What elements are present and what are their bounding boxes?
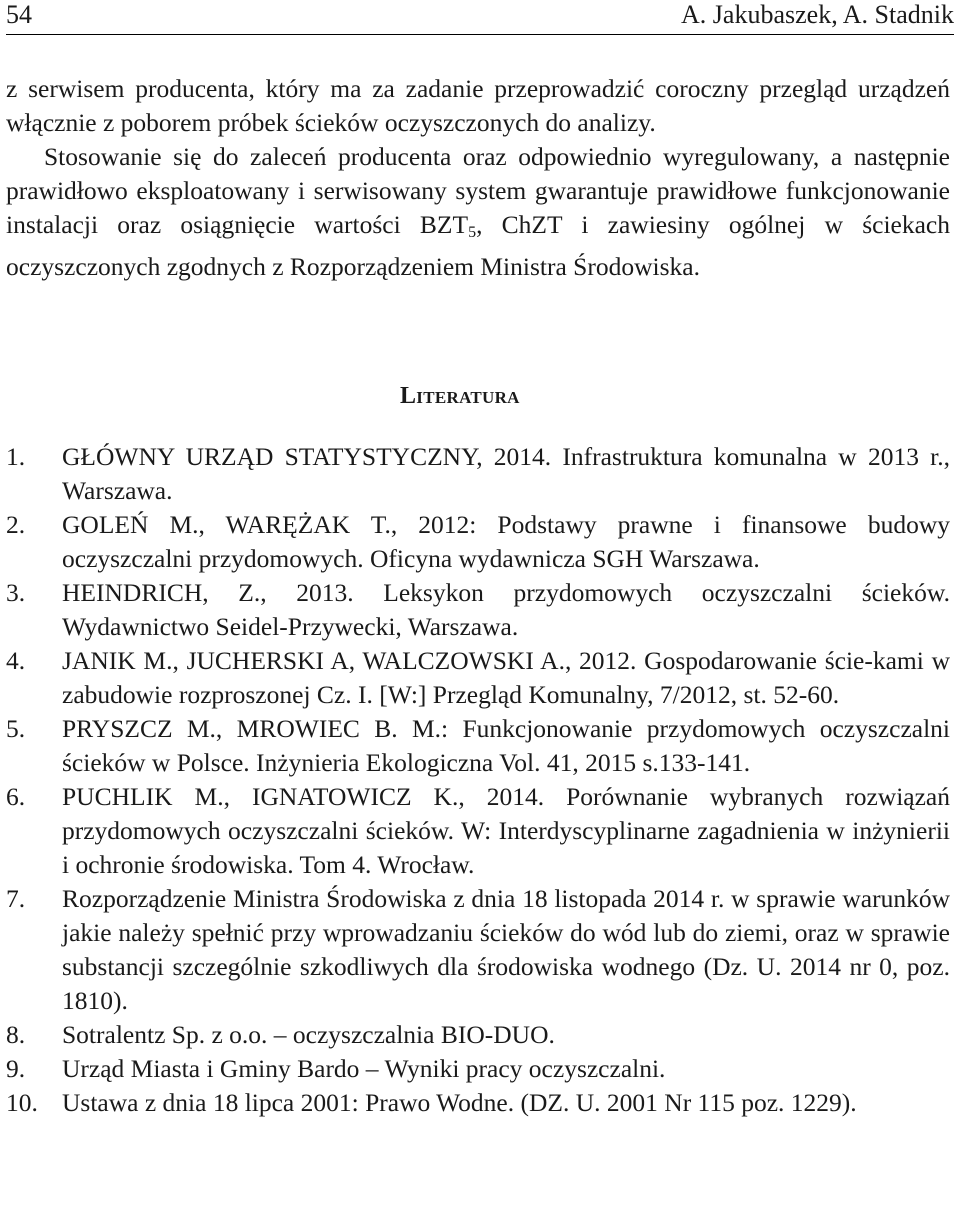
body-text	[6, 72, 950, 284]
reference-item	[6, 1086, 950, 1120]
subscript: 5	[468, 224, 477, 241]
reference-item	[6, 644, 950, 712]
page-number: 54	[6, 0, 32, 29]
reference-number: 5.	[6, 714, 26, 743]
reference-number: 8.	[6, 1020, 26, 1049]
reference-text: Sotralentz Sp. z o.o. – oczyszczalnia BIO-DUO.	[62, 1020, 555, 1049]
reference-item	[6, 576, 950, 644]
reference-number: 2.	[6, 510, 26, 539]
paragraph-text-before-subscript: Stosowanie się do zaleceń producenta oraz odpowiednio wyregulowany, a następnie prawidłowo eksploatowany i serwisowany system gwarantuje prawidłowe funkcjonowanie instalacji oraz osiągnięcie wartości BZT	[6, 142, 950, 239]
reference-number: 9.	[6, 1054, 26, 1083]
reference-item	[6, 882, 950, 1018]
reference-text: GŁÓWNY URZĄD STATYSTYCZNY, 2014. Infrastruktura komunalna w 2013 r., Warszawa.	[62, 442, 950, 505]
paragraph-continued: z serwisem producenta, który ma za zadanie przeprowadzić coroczny przegląd urządzeń włącznie z poborem próbek ścieków oczyszczonych do analizy.	[6, 74, 950, 137]
reference-item	[6, 1018, 950, 1052]
running-header-authors: A. Jakubaszek, A. Stadnik	[681, 0, 954, 29]
reference-number: 4.	[6, 646, 26, 675]
running-header	[6, 0, 954, 35]
paragraph-conclusion	[6, 140, 950, 284]
reference-text: Ustawa z dnia 18 lipca 2001: Prawo Wodne. (DZ. U. 2001 Nr 115 poz. 1229).	[62, 1088, 857, 1117]
reference-text: PUCHLIK M., IGNATOWICZ K., 2014. Porównanie wybranych rozwiązań przydomowych oczyszczalni ścieków. W: Interdyscyplinarne zagadnienia w inżynierii i ochronie środowiska. Tom 4. Wrocław.	[62, 782, 950, 879]
reference-text: GOLEŃ M., WARĘŻAK T., 2012: Podstawy prawne i finansowe budowy oczyszczalni przydomowych. Oficyna wydawnicza SGH Warszawa.	[62, 510, 950, 573]
paragraph-text-after-subscript: , ChZT i zawiesiny ogólnej w ściekach oczyszczonych zgodnych z Rozporządzeniem Ministra Środowiska.	[6, 210, 950, 281]
reference-item	[6, 1052, 950, 1086]
reference-number: 3.	[6, 578, 26, 607]
reference-item	[6, 440, 950, 508]
reference-number: 7.	[6, 884, 26, 913]
reference-item	[6, 508, 950, 576]
reference-number: 10.	[6, 1088, 38, 1117]
reference-text: JANIK M., JUCHERSKI A, WALCZOWSKI A., 2012. Gospodarowanie ście-kami w zabudowie rozproszonej Cz. I. [W:] Przegląd Komunalny, 7/2012, st. 52-60.	[62, 646, 950, 709]
reference-text: PRYSZCZ M., MROWIEC B. M.: Funkcjonowanie przydomowych oczyszczalni ścieków w Polsce. Inżynieria Ekologiczna Vol. 41, 2015 s.133-141.	[62, 714, 950, 777]
reference-text: Rozporządzenie Ministra Środowiska z dnia 18 listopada 2014 r. w sprawie warunków jakie należy spełnić przy wprowadzaniu ścieków do wód lub do ziemi, oraz w sprawie substancji szczególnie szkodliwych dla środowiska wodnego (Dz. U. 2014 nr 0, poz. 1810).	[62, 884, 950, 1015]
reference-text: Urząd Miasta i Gminy Bardo – Wyniki pracy oczyszczalni.	[62, 1054, 666, 1083]
reference-number: 6.	[6, 782, 26, 811]
reference-list	[6, 440, 950, 1120]
section-heading-literatura: Literatura	[400, 383, 520, 409]
reference-number: 1.	[6, 442, 26, 471]
reference-item	[6, 780, 950, 882]
reference-text: HEINDRICH, Z., 2013. Leksykon przydomowych oczyszczalni ścieków. Wydawnictwo Seidel-Przywecki, Warszawa.	[62, 578, 950, 641]
reference-item	[6, 712, 950, 780]
